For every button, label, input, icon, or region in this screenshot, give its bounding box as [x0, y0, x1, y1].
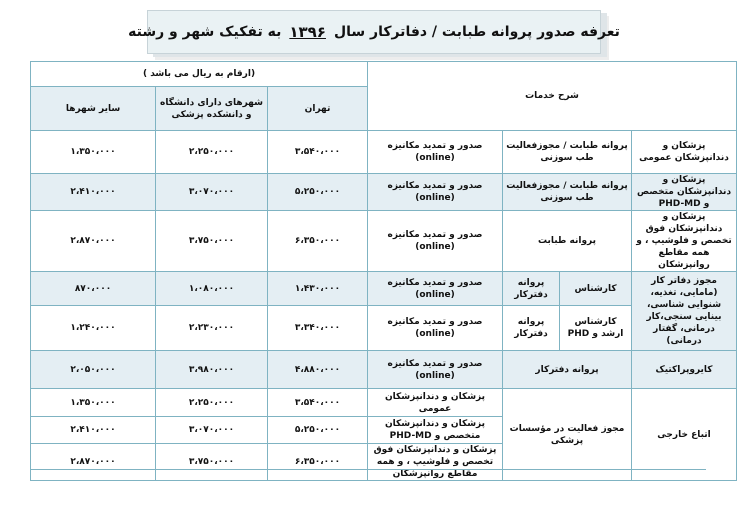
price-other-cities: ۸۷۰،۰۰۰: [31, 272, 156, 306]
price-other-cities: ۱،۳۵۰،۰۰۰: [31, 131, 156, 174]
title-part-1: تعرفه صدور پروانه طبابت / دفاترکار سال: [333, 24, 620, 40]
price-uni-cities: ۳،۷۵۰،۰۰۰: [156, 211, 268, 272]
row-category: کایروپراکتیک: [632, 351, 737, 389]
row-service: پروانه دفترکار: [503, 351, 632, 389]
price-uni-cities: ۲،۲۵۰،۰۰۰: [156, 389, 268, 417]
price-tehran: ۶،۳۵۰،۰۰۰: [268, 444, 368, 481]
price-tehran: ۴،۸۸۰،۰۰۰: [268, 351, 368, 389]
row-service: کارشناس ارشد و PHD: [560, 306, 632, 351]
table-row: [31, 389, 737, 417]
price-other-cities: ۲،۸۷۰،۰۰۰: [31, 444, 156, 481]
price-uni-cities: ۳،۰۷۰،۰۰۰: [156, 417, 268, 444]
row-action: صدور و تمدید مکانیزه (online): [368, 351, 503, 389]
price-other-cities: ۲،۴۱۰،۰۰۰: [31, 417, 156, 444]
price-uni-cities: ۳،۷۵۰،۰۰۰: [156, 444, 268, 481]
row-service: مجوز فعالیت در مؤسسات پزشکی: [503, 389, 632, 481]
price-tehran: ۳،۳۴۰،۰۰۰: [268, 306, 368, 351]
tariff-table: [30, 61, 737, 481]
row-action: صدور و تمدید مکانیزه (online): [368, 306, 503, 351]
title-year: ۱۳۹۶: [289, 23, 326, 41]
price-tehran: ۳،۵۴۰،۰۰۰: [268, 131, 368, 174]
row-subservice: پروانه دفترکار: [503, 306, 560, 351]
table-row: [31, 351, 737, 389]
row-service: کارشناس: [560, 272, 632, 306]
price-other-cities: ۲،۰۵۰،۰۰۰: [31, 351, 156, 389]
price-tehran: ۶،۳۵۰،۰۰۰: [268, 211, 368, 272]
row-action: صدور و تمدید مکانیزه (online): [368, 174, 503, 211]
price-tehran: ۵،۲۵۰،۰۰۰: [268, 417, 368, 444]
row-action: پزشکان و دندانپزشکان عمومی: [368, 389, 503, 417]
table-row: [31, 272, 737, 306]
price-other-cities: ۲،۸۷۰،۰۰۰: [31, 211, 156, 272]
header-services: شرح خدمات: [368, 62, 737, 131]
row-category: پزشکان و دندانپزشکان عمومی: [632, 131, 737, 174]
price-uni-cities: ۲،۲۵۰،۰۰۰: [156, 131, 268, 174]
page-title: [128, 10, 620, 54]
price-uni-cities: ۳،۰۷۰،۰۰۰: [156, 174, 268, 211]
header-tehran: تهران: [268, 87, 368, 131]
row-action: پزشکان و دندانپزشکان فوق تخصص و فلوشیپ ، و همه مقاطع روانپزشکان: [368, 444, 503, 481]
price-other-cities: ۲،۴۱۰،۰۰۰: [31, 174, 156, 211]
table-row: [31, 174, 737, 211]
header-uni-cities: شهرهای دارای دانشگاه و دانشکده پزشکی: [156, 87, 268, 131]
divider: [30, 469, 706, 470]
row-service: پروانه طبابت / مجوزفعالیت طب سوزنی: [503, 174, 632, 211]
price-other-cities: ۱،۲۴۰،۰۰۰: [31, 306, 156, 351]
price-tehran: ۵،۲۵۰،۰۰۰: [268, 174, 368, 211]
row-category: پزشکان و دندانپزشکان متخصص و PHD-MD: [632, 174, 737, 211]
price-uni-cities: ۳،۹۸۰،۰۰۰: [156, 351, 268, 389]
row-category: پزشکان و دندانپزشکان فوق تخصص و فلوشیپ ، و همه مقاطع روانپزشکان: [632, 211, 737, 272]
row-service: پروانه طبابت / مجوزفعالیت طب سوزنی: [503, 131, 632, 174]
row-category: اتباع خارجی: [632, 389, 737, 481]
price-uni-cities: ۲،۲۳۰،۰۰۰: [156, 306, 268, 351]
title-part-2: به تفکیک شهر و رشته: [128, 24, 282, 40]
row-action: صدور و تمدید مکانیزه (online): [368, 131, 503, 174]
row-action: صدور و تمدید مکانیزه (online): [368, 211, 503, 272]
row-action: صدور و تمدید مکانیزه (online): [368, 272, 503, 306]
price-uni-cities: ۱،۰۸۰،۰۰۰: [156, 272, 268, 306]
table-row: [31, 131, 737, 174]
header-other-cities: سایر شهرها: [31, 87, 156, 131]
price-other-cities: ۱،۳۵۰،۰۰۰: [31, 389, 156, 417]
row-subservice: پروانه دفترکار: [503, 272, 560, 306]
row-service: پروانه طبابت: [503, 211, 632, 272]
table-row: [31, 306, 737, 351]
price-tehran: ۳،۵۴۰،۰۰۰: [268, 389, 368, 417]
row-action: پزشکان و دندانپزشکان متخصص و PHD-MD: [368, 417, 503, 444]
table-row: [31, 211, 737, 272]
header-unit-note: (ارقام به ریال می باشد ): [31, 62, 368, 87]
row-category: مجوز دفاتر کار (مامایی، تغذیه، شنوایی شناسی، بینایی سنجی،کار درمانی، گفتار درمانی): [632, 272, 737, 351]
price-tehran: ۱،۴۳۰،۰۰۰: [268, 272, 368, 306]
